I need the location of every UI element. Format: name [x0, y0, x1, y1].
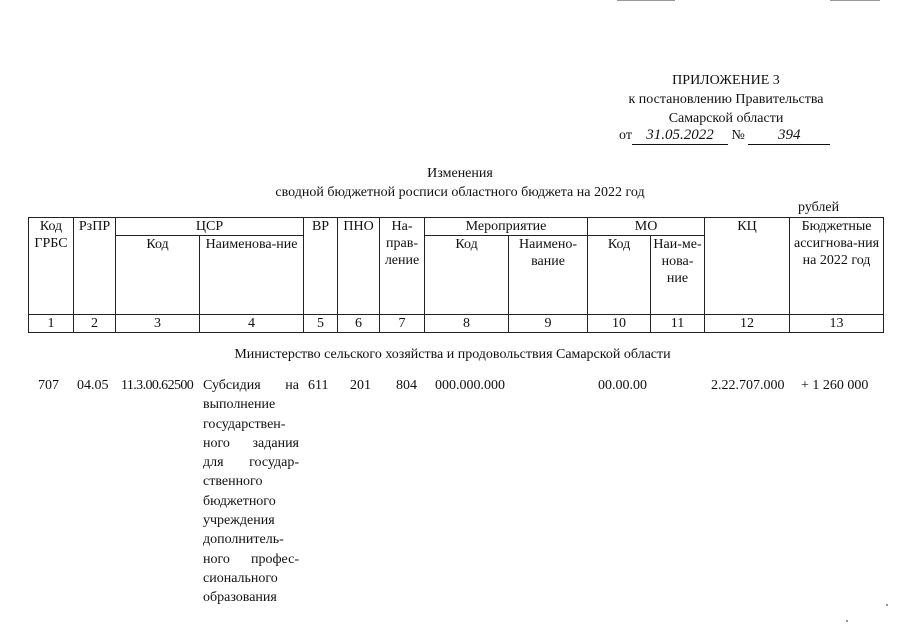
col-num: 5 [304, 315, 338, 333]
cell-direction: 804 [396, 378, 417, 393]
appendix-title: ПРИЛОЖЕНИЕ 3 [672, 73, 780, 88]
handwritten-number: 394 [748, 127, 830, 145]
cell-csr-name: Субсидия на выполнение государствен-ного задания для государ-ственного бюджетного учреждения дополнитель-ного профес-сионального образования [203, 378, 299, 606]
budget-table-header [28, 217, 884, 333]
document-title [160, 164, 760, 202]
cell-amount: + 1 260 000 [801, 378, 869, 393]
th-budget: Бюджетные ассигнова-ния на 2022 год [790, 218, 884, 315]
col-num: 9 [509, 315, 588, 333]
scan-artifact [886, 604, 888, 606]
approval-block [612, 71, 840, 128]
col-num: 12 [705, 315, 790, 333]
title-line-1: Изменения [427, 166, 493, 181]
col-num: 8 [425, 315, 509, 333]
cell-kc: 2.22.707.000 [711, 378, 785, 393]
cell-csr-code: 11.3.00.62500 [121, 378, 194, 393]
th-grbs: Код ГРБС [29, 218, 74, 315]
th-csr-name: Наименова-ние [200, 236, 304, 315]
col-num: 11 [651, 315, 705, 333]
th-csr-code: Код [116, 236, 200, 315]
date-number-line [619, 127, 830, 145]
th-kc: КЦ [705, 218, 790, 315]
th-mo: МО [588, 218, 705, 236]
section-title: Министерство сельского хозяйства и продовольствия Самарской области [234, 347, 671, 362]
col-num: 3 [116, 315, 200, 333]
number-sign: № [731, 128, 745, 143]
col-num: 1 [29, 315, 74, 333]
units-label: рублей [798, 200, 840, 215]
col-num: 7 [380, 315, 425, 333]
scan-artifact [830, 0, 880, 1]
th-csr: ЦСР [116, 218, 304, 236]
cell-grbs: 707 [38, 378, 59, 393]
col-num: 2 [74, 315, 116, 333]
th-rzpr: РзПР [74, 218, 116, 315]
th-event: Мероприятие [425, 218, 588, 236]
cell-vr: 611 [308, 378, 329, 393]
th-mo-code: Код [588, 236, 651, 315]
scan-artifact [846, 620, 848, 622]
title-line-2: сводной бюджетной росписи областного бюджета на 2022 год [275, 185, 645, 200]
date-prefix: от [619, 128, 632, 143]
handwritten-date: 31.05.2022 [632, 127, 728, 145]
th-vr: ВР [304, 218, 338, 315]
column-number-row [29, 315, 884, 333]
cell-rzpr: 04.05 [77, 378, 109, 393]
cell-event-code: 000.000.000 [435, 378, 505, 393]
region-line: Самарской области [668, 111, 784, 126]
scan-artifact [617, 0, 675, 1]
col-num: 4 [200, 315, 304, 333]
col-num: 6 [338, 315, 380, 333]
col-num: 10 [588, 315, 651, 333]
col-num: 13 [790, 315, 884, 333]
th-direction: На-прав-ление [380, 218, 425, 315]
resolution-line: к постановлению Правительства [628, 92, 824, 107]
th-mo-name: Наи-ме-нова-ние [651, 236, 705, 315]
th-event-name: Наимено-вание [509, 236, 588, 315]
cell-pno: 201 [350, 378, 371, 393]
cell-mo-code: 00.00.00 [598, 378, 647, 393]
th-pno: ПНО [338, 218, 380, 315]
th-event-code: Код [425, 236, 509, 315]
